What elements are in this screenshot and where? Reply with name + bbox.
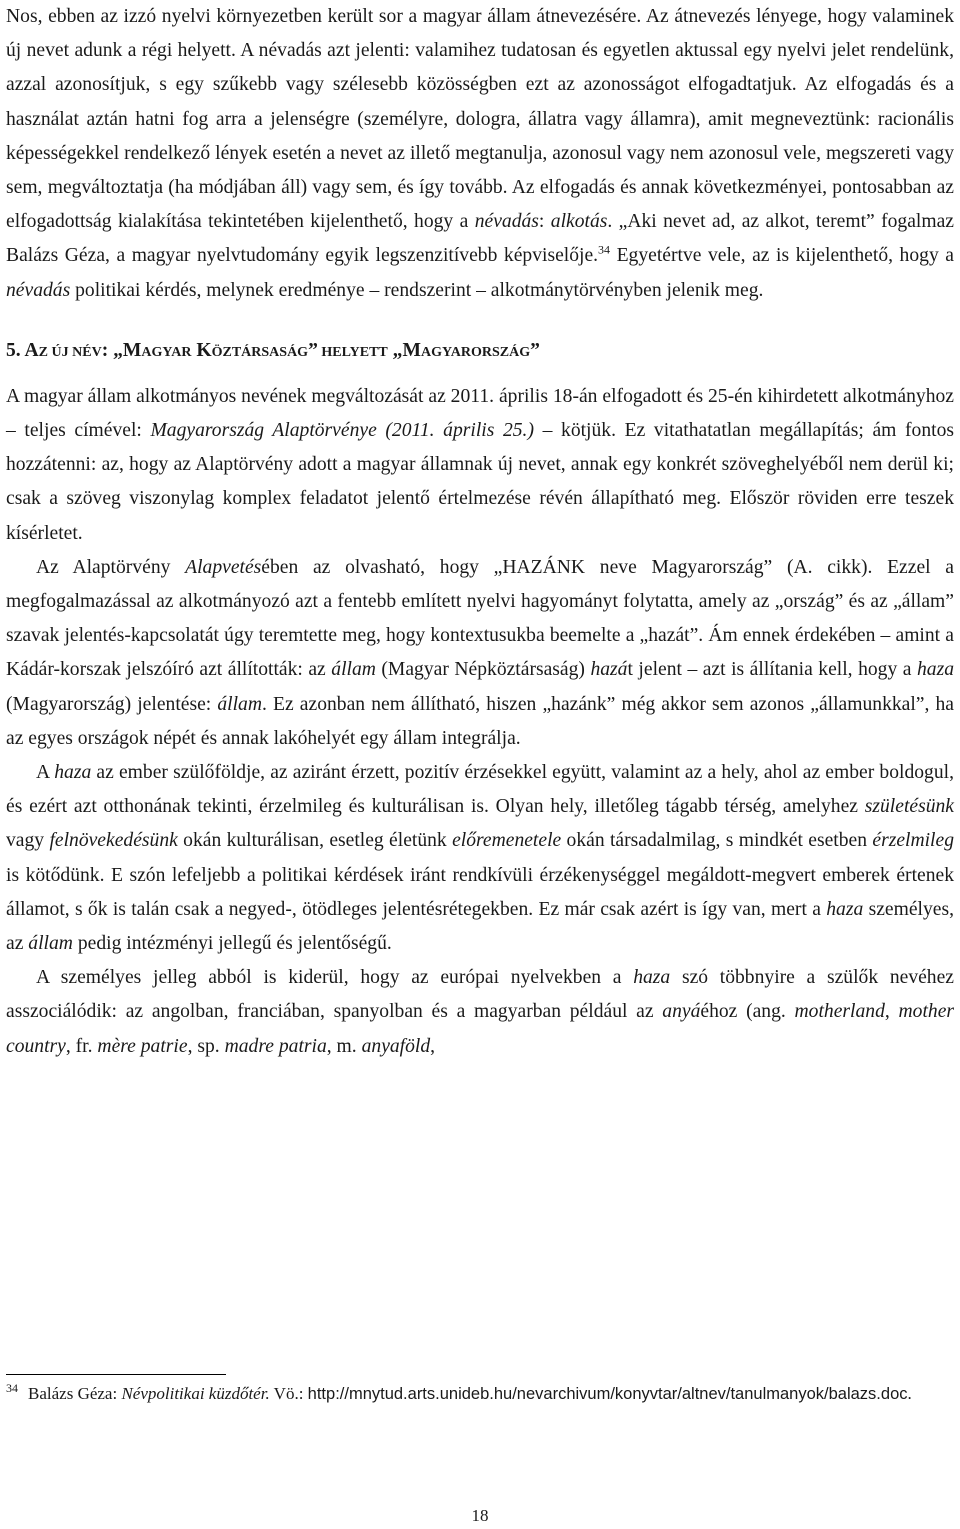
paragraph-constitution: A magyar állam alkotmányos nevének megváltozását az 2011. április 18-án elfogadott és 25-én kihirdetett alkotmányhoz – teljes címével: Magyarország Alaptörvénye (2011. április 25.) – kötjük. Ez vitathatatlan megállapítás; ám fontos hozzátenni: az, hogy az Alaptörvény adott a magyar államnak új nevet, annak egy konkrét szöveghelyéből nem derül ki; csak a szöveg viszonylag komplex feladatot jelentő értelmezése révén állapítható meg. Először röviden erre teszek kísérletet. (6, 385, 954, 544)
italic-run: alkotás (550, 211, 608, 233)
text-run: Egyetértve vele, az is kijelenthető, hogy a (610, 245, 954, 267)
footnote-reference[interactable]: 34 (598, 242, 611, 257)
footnote-number: 34 (6, 1381, 18, 1396)
text-run: politikai kérdés, melynek eredménye – rendszerint – alkotmánytörvényben jelenik meg. (70, 279, 764, 301)
paragraph-personal: A személyes jelleg abból is kiderül, hogy az európai nyelvekben a haza szó többnyire a szülők nevéhez asszociálódik: az angolban, franciában, spanyolban és a magyarban például az anyáéhoz (ang. motherland, mother country, fr. mère patrie, sp. madre patria, m. anyaföld, (6, 967, 955, 1057)
footnote-link[interactable]: http://mnytud.arts.unideb.hu/nevarchivum/konyvtar/altnev/tanulmanyok/balazs.doc (307, 1385, 908, 1403)
text-run: Nos, ebben az izzó nyelvi környezetben került sor a magyar állam átnevezésére. Az átnevezés lényege, hogy valaminek új nevet adunk a régi helyett. A névadás azt jelenti: valamihez tudatosan és egyetlen aktussal egy nyelvi jelet rendelünk, azzal azonosítjuk, s egy szűkebb vagy szélesebb közösségben ezt az azonosságot elfogadtatjuk. Az elfogadás és a használat aztán hatni fog arra a jelenségre (személyre, dologra, állatra vagy államra), amit megneveztünk: racionális képességekkel rendelkező lények esetén a nevet az illető megtanulja, azonosul vagy nem azonosul vele, megszereti vagy sem, megváltoztatja (ha módjában áll) vagy sem, és így tovább. Az elfogadás és annak következményei, pontosabban az elfogadottság kialakítása tekintetében kijelenthető, hogy a (6, 6, 954, 233)
section-heading: 5. AZ ÚJ NÉV: „MAGYAR KÖZTÁRSASÁG” HELYETT „MAGYARORSZÁG” (6, 339, 540, 361)
paragraph-naming (6, 0, 954, 308)
paragraph-haza: A haza az ember szülőföldje, az aziránt érzett, pozitív érzésekkel együtt, valamint az a hely, ahol az ember boldogul, és ezért azt otthonának tekinti, érzelmileg és kulturálisan is. Olyan hely, illetőleg tágabb térség, amelyhez születésünk vagy felnövekedésünk okán kulturálisan, esetleg életünk előremenetele okán társadalmilag, s mindkét esetben érzelmileg is kötődünk. E szón lefeljebb a politikai kérdések iránt rendkívüli érzékenységgel megáldott-megvert emberek értenek államot, s ők is talán csak a negyed-, ötödleges jelentésrétegekben. Ez már csak azért is így van, mert a haza személyes, az állam pedig intézményi jellegű és jelentőségű. (6, 762, 954, 955)
footnote-divider (6, 1374, 226, 1375)
italic-run: névadás (474, 211, 539, 233)
footnote-34: $^{34}$ Balázs Géza: Névpolitikai küzdőtér. Vö.: http://mnytud.arts.unideb.hu/nevarchivum/konyvtar/altnev/tanulmanyok/balazs.doc. (6, 1381, 912, 1403)
paragraph-alapvetes: Az Alaptörvény Alapvetésében az olvasható, hogy „HAZÁNK neve Magyarország” (A. cikk). Ezzel a megfogalmazással az alkotmányozó azt a fentebb említett nyelvi hagyományt folytatta, amely az „ország” és az „állam” szavak jelentés-kapcsolatát úgy teremtette meg, hogy kontextusukba beemelte a „hazát”. Ám ennek érdekében – amint a Kádár-korszak jelszóíró azt állították: az állam (Magyar Népköztársaság) hazát jelent – azt is állítania kell, hogy a haza (Magyarország) jelentése: állam. Ez azonban nem állítható, hiszen „hazánk” még akkor sem azonos „államunkkal”, ha az egyes országok népét és annak lakóhelyét egy állam integrálja. (6, 556, 955, 749)
page-number: 18 (471, 1506, 489, 1525)
text-run: : (538, 211, 551, 233)
document-body (6, 0, 954, 1064)
italic-run: névadás (6, 279, 71, 301)
text-run: . „Aki nevet ad, az alkot, teremt” fogalmaz Balázs Géza, a magyar nyelvtudomány egyik legszenzitívebb képviselője. (6, 211, 955, 267)
